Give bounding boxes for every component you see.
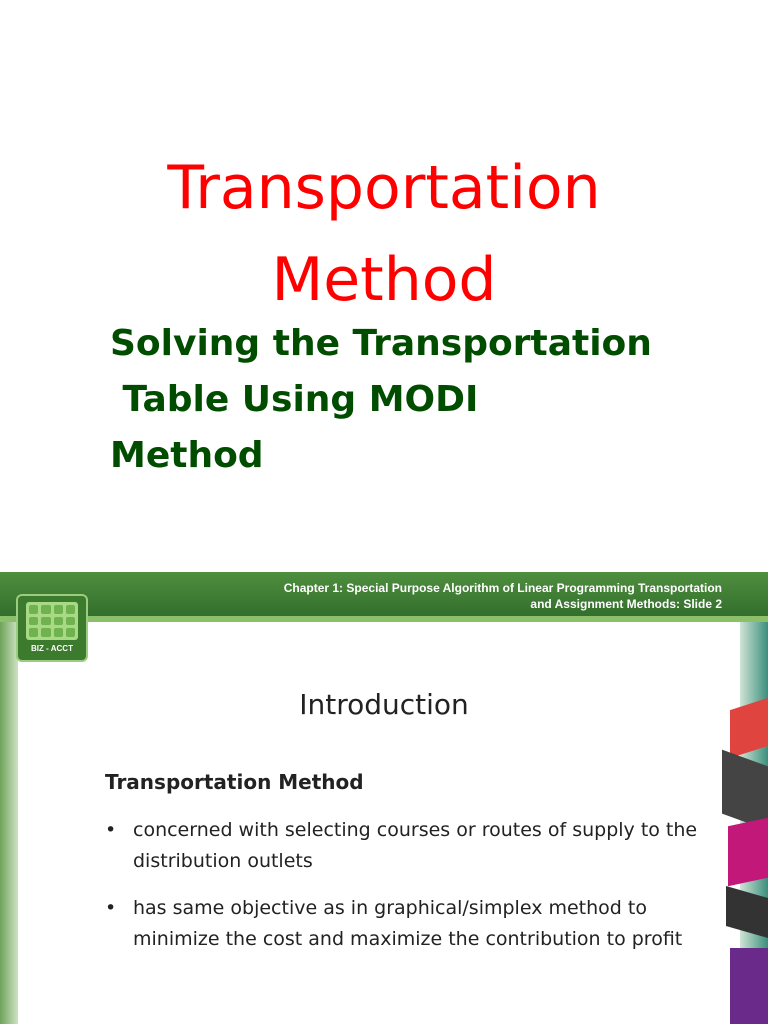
chapter-caption [202, 580, 722, 612]
slide-subtitle-line-2: Table Using MODI [110, 379, 479, 420]
left-decorative-strip [0, 622, 18, 1024]
bullet-list [105, 815, 705, 971]
bullet-item-1: • concerned with selecting courses or routes of supply to the distribution outlets [105, 815, 705, 877]
slide-title-line-1: Transportation [167, 153, 601, 223]
purple-ribbon-shape [730, 948, 768, 1024]
logo-label: BIZ - ACCT [31, 644, 73, 653]
slide-title [0, 142, 768, 326]
slide-2 [0, 572, 768, 1024]
slide-title-line-2: Method [271, 245, 497, 315]
chapter-caption-line-1: Chapter 1: Special Purpose Algorithm of Linear Programming Transportation [283, 581, 722, 595]
slide-subtitle-line-1: Solving the Transportation [110, 323, 652, 364]
section-title: Introduction [299, 688, 469, 721]
calculator-keypad [26, 602, 78, 640]
slide-subtitle [110, 316, 670, 484]
slide-header-bar [0, 572, 768, 622]
slide-subtitle-line-3: Method [110, 435, 264, 476]
chapter-caption-line-2: and Assignment Methods: Slide 2 [530, 597, 722, 611]
bullet-item-2: • has same objective as in graphical/simplex method to minimize the cost and maximize the contribution to profit [105, 893, 705, 955]
magenta-ribbon-shape [728, 818, 768, 887]
calculator-logo-icon [16, 594, 88, 662]
subsection-heading: Transportation Method [105, 770, 364, 794]
